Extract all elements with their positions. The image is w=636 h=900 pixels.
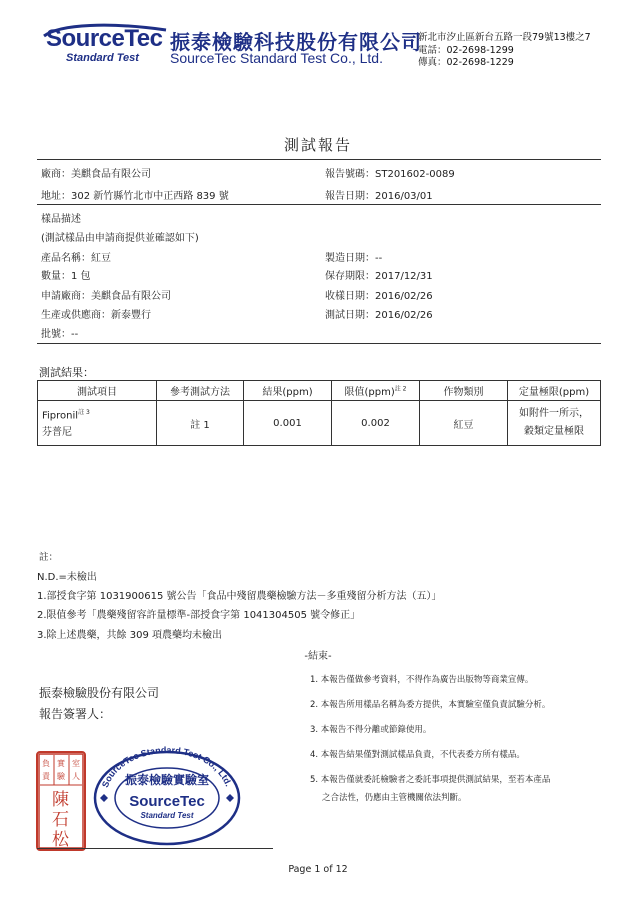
svg-text:Standard Test: Standard Test <box>140 811 194 820</box>
producer: 生產或供應商：新泰豐行 <box>41 310 151 321</box>
col-header: 參考測試方法 <box>157 381 244 401</box>
svg-text:振泰檢驗實驗室: 振泰檢驗實驗室 <box>124 773 210 787</box>
divider <box>37 159 601 160</box>
col-header: 結果(ppm) <box>244 381 332 401</box>
svg-text:石: 石 <box>52 810 69 830</box>
loq-line-2: 穀類定量極限 <box>524 426 584 437</box>
col-header: 測試項目 <box>38 381 157 401</box>
loq-cell <box>508 401 601 446</box>
col-header: 作物類別 <box>420 381 508 401</box>
svg-text:實: 實 <box>57 759 65 768</box>
col-header: 限值(ppm) <box>344 387 395 398</box>
test-item-en: Fipronil <box>42 410 79 422</box>
svg-text:SourceTec: SourceTec <box>129 793 205 810</box>
crop-cell: 紅豆 <box>420 401 508 446</box>
company-name-en: SourceTec Standard Test Co., Ltd. <box>170 50 383 66</box>
expiry-date: 保存期限：2017/12/31 <box>325 271 433 282</box>
disclaimer-item: 2. 本報告所用樣品名稱為委方提供，本實驗室僅負責試驗分析。 <box>310 700 551 710</box>
report-number: 報告號碼：ST201602-0089 <box>325 169 455 180</box>
product-name: 產品名稱：紅豆 <box>41 253 111 264</box>
end-marker: -結束- <box>304 651 332 662</box>
svg-text:室: 室 <box>72 759 80 768</box>
loq-line-1: 如附件一所示， <box>519 408 589 419</box>
divider <box>37 343 601 344</box>
col-header: 定量極限(ppm) <box>508 381 601 401</box>
disclaimer-item: 4. 本報告結果僅對測試樣品負責，不代表委方所有樣品。 <box>310 750 525 760</box>
footnote-mark: 註 2 <box>394 385 407 393</box>
method-cell: 註 1 <box>157 401 244 446</box>
sample-note: (測試樣品由申請商提供並確認如下) <box>41 233 199 244</box>
note-1: 1.部授食字第 1031900615 號公告「食品中殘留農藥檢驗方法－多重殘留分析方法（五）」 <box>37 591 442 602</box>
note-nd: N.D.=未檢出 <box>37 572 97 583</box>
manufacturer-address: 地址：302 新竹縣竹北市中正西路 839 號 <box>41 191 229 202</box>
sample-heading: 樣品描述 <box>41 214 81 225</box>
company-phone: 電話：02-2698-1299 <box>418 44 514 56</box>
svg-text:責: 責 <box>42 772 50 781</box>
quantity: 數量：1 包 <box>41 271 91 282</box>
batch-number: 批號：-- <box>41 329 79 340</box>
disclaimer-item: 1. 本報告僅做參考資料，不得作為廣告出版物等商業宣傳。 <box>310 675 534 685</box>
results-table <box>37 380 601 446</box>
logo-wordmark: SourceTec <box>46 25 163 52</box>
company-contact <box>418 32 591 70</box>
company-address: 新北市汐止區新台五路一段79號13樓之7 <box>418 32 591 43</box>
table-row <box>38 401 601 446</box>
table-header-row <box>38 381 601 401</box>
signature-stamp <box>36 751 86 851</box>
test-item-cell <box>38 401 157 446</box>
svg-text:人: 人 <box>72 772 80 781</box>
svg-text:陳: 陳 <box>52 790 69 810</box>
signoff-signer-label: 報告簽署人： <box>39 707 112 721</box>
note-2: 2.限值參考「農藥殘留容許量標準-部授食字第 1041304505 號令修正」 <box>37 610 361 621</box>
signature-line <box>37 848 273 849</box>
divider <box>37 204 601 205</box>
col-header-limit <box>332 381 420 401</box>
disclaimer-list <box>310 674 550 804</box>
note-3: 3.除上述農藥，共餘 309 項農藥均未檢出 <box>37 630 222 641</box>
notes-label: 註： <box>39 552 59 563</box>
svg-text:驗: 驗 <box>57 772 65 781</box>
disclaimer-item: 3. 本報告不得分離或節錄使用。 <box>310 725 432 735</box>
svg-text:負: 負 <box>42 759 50 768</box>
svg-text:SourceTec Standard Test Co., L: SourceTec Standard Test Co., Ltd. <box>99 744 234 789</box>
manufacturer: 廠商：美麒食品有限公司 <box>41 169 151 180</box>
results-heading: 測試結果： <box>39 366 94 379</box>
disclaimer-item: 5. 本報告僅就委託檢驗者之委託事項提供測試結果，至若本產品 <box>310 775 551 785</box>
result-cell: 0.001 <box>244 401 332 446</box>
footnote-mark: 註 3 <box>78 409 90 417</box>
limit-cell: 0.002 <box>332 401 420 446</box>
signoff-company: 振泰檢驗股份有限公司 <box>39 686 160 700</box>
logo-subtitle: Standard Test <box>66 52 139 64</box>
received-date: 收樣日期：2016/02/26 <box>325 291 433 302</box>
applicant: 申請廠商：美麒食品有限公司 <box>41 291 171 302</box>
test-item-cn: 芬普尼 <box>42 426 72 438</box>
svg-text:松: 松 <box>52 830 69 850</box>
company-seal <box>92 742 242 846</box>
test-date: 測試日期：2016/02/26 <box>325 310 433 321</box>
manufacture-date: 製造日期：-- <box>325 253 383 264</box>
report-date: 報告日期：2016/03/01 <box>325 191 433 202</box>
company-name-cn: 振泰檢驗科技股份有限公司 <box>170 30 422 54</box>
disclaimer-item: 之合法性，仍應由主管機關依法判斷。 <box>322 793 467 803</box>
report-title: 測試報告 <box>283 136 352 154</box>
page-number: Page 1 of 12 <box>288 864 348 875</box>
company-fax: 傳真：02-2698-1229 <box>418 57 514 68</box>
